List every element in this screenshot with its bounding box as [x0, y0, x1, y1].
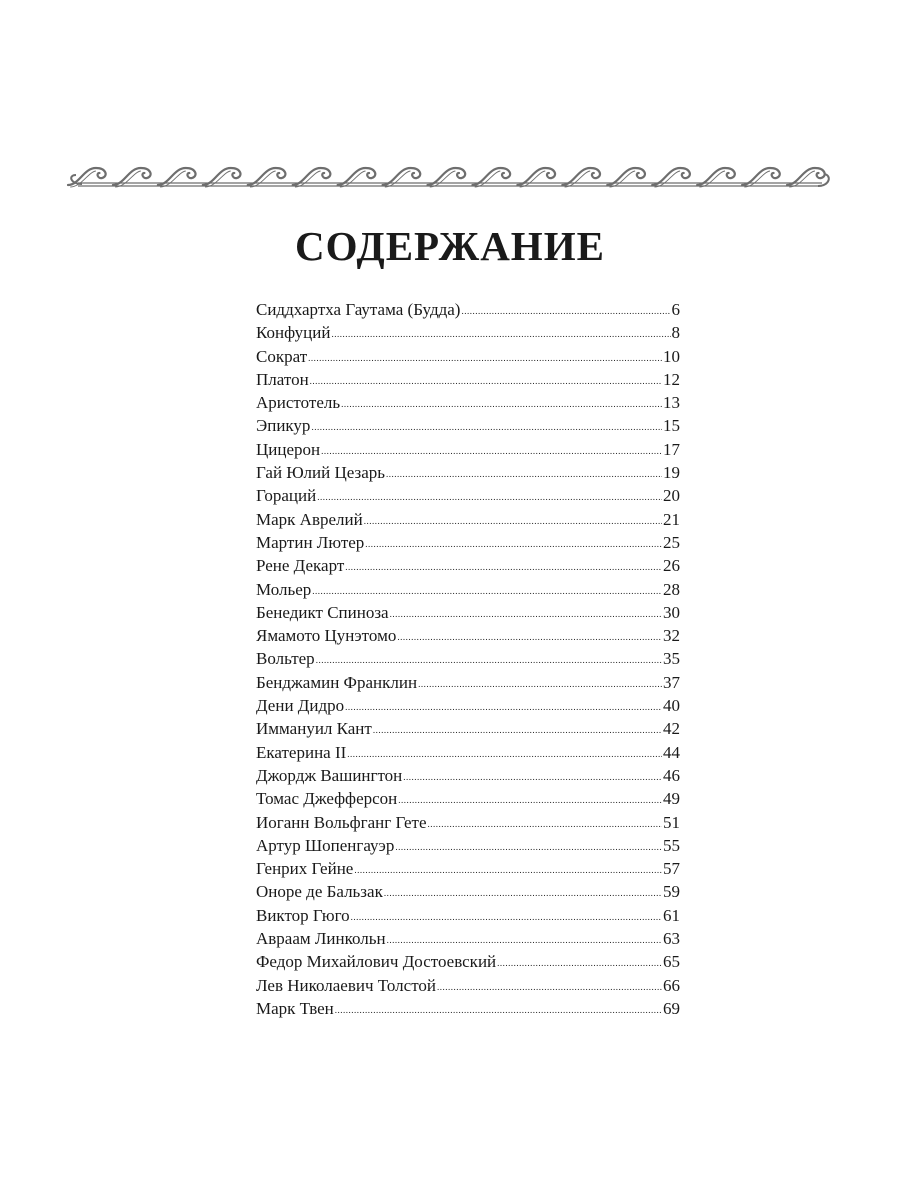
- toc-entry-page-number: 69: [663, 998, 680, 1018]
- toc-entry[interactable]: [256, 484, 680, 507]
- toc-entry-page-number: 37: [663, 672, 680, 692]
- toc-entry-page-number: 13: [663, 393, 680, 413]
- dot-leader: [365, 533, 662, 556]
- toc-entry-page-number: 12: [663, 369, 680, 389]
- toc-entry[interactable]: [256, 321, 680, 344]
- wave-scroll-inner-line: [699, 171, 725, 187]
- toc-entry-page-number: 42: [663, 719, 680, 739]
- toc-entry-title: Иммануил Кант: [256, 719, 372, 739]
- dot-leader: [386, 463, 662, 486]
- toc-entry[interactable]: [256, 904, 680, 927]
- wave-scroll-inner-line: [565, 171, 591, 187]
- toc-entry-page-number: 28: [663, 579, 680, 599]
- toc-entry[interactable]: [256, 554, 680, 577]
- toc-entry-title: Эпикур: [256, 416, 311, 436]
- wave-scroll-inner-line: [70, 171, 96, 187]
- dot-leader: [321, 440, 662, 463]
- wave-scroll-inner-line: [385, 171, 411, 187]
- toc-entry-page-number: 8: [671, 323, 680, 343]
- toc-entry[interactable]: [256, 298, 680, 321]
- wave-scroll-inner-line: [295, 171, 321, 187]
- dot-leader: [461, 300, 670, 323]
- dot-leader: [351, 906, 662, 929]
- toc-entry-title: Гораций: [256, 486, 317, 506]
- toc-entry-page-number: 25: [663, 532, 680, 552]
- toc-entry-page-number: 15: [663, 416, 680, 436]
- dot-leader: [345, 696, 662, 719]
- toc-entry[interactable]: [256, 671, 680, 694]
- wave-scroll-inner-line: [160, 171, 186, 187]
- toc-entry[interactable]: [256, 927, 680, 950]
- toc-entry[interactable]: [256, 764, 680, 787]
- dot-leader: [308, 347, 662, 370]
- toc-entry-title: Федор Михайлович Достоевский: [256, 952, 497, 972]
- toc-entry[interactable]: [256, 741, 680, 764]
- toc-entry-title: Бенджамин Франклин: [256, 672, 418, 692]
- wave-scroll-inner-line: [744, 171, 770, 187]
- toc-entry[interactable]: [256, 531, 680, 554]
- dot-leader: [345, 556, 662, 579]
- toc-entry-title: Марк Твен: [256, 998, 334, 1018]
- toc-entry[interactable]: [256, 974, 680, 997]
- wave-scroll-inner-line: [115, 171, 141, 187]
- toc-entry-title: Ямамото Цунэтомо: [256, 626, 397, 646]
- toc-entry-title: Дени Дидро: [256, 696, 345, 716]
- dot-leader: [317, 486, 662, 509]
- toc-entry-page-number: 66: [663, 975, 680, 995]
- table-of-contents: [256, 298, 680, 1020]
- toc-entry-page-number: 21: [663, 509, 680, 529]
- toc-entry-page-number: 55: [663, 835, 680, 855]
- toc-entry[interactable]: [256, 438, 680, 461]
- toc-entry[interactable]: [256, 601, 680, 624]
- toc-entry-page-number: 44: [663, 742, 680, 762]
- toc-entry-title: Цицерон: [256, 439, 321, 459]
- toc-entry-title: Иоганн Вольфганг Гете: [256, 812, 427, 832]
- wave-scroll-inner-line: [520, 171, 546, 187]
- toc-entry[interactable]: [256, 508, 680, 531]
- dot-leader: [397, 626, 662, 649]
- toc-entry-title: Сиддхартха Гаутама (Будда): [256, 300, 461, 319]
- toc-entry-title: Сократ: [256, 346, 308, 366]
- toc-entry-title: Гай Юлий Цезарь: [256, 463, 386, 483]
- dot-leader: [384, 882, 662, 905]
- dot-leader: [311, 416, 662, 439]
- toc-entry[interactable]: [256, 694, 680, 717]
- toc-entry-title: Авраам Линкольн: [256, 929, 386, 949]
- wave-scroll-inner-line: [610, 171, 636, 187]
- toc-entry-page-number: 35: [663, 649, 680, 669]
- toc-entry-title: Лев Николаевич Толстой: [256, 975, 436, 995]
- dot-leader: [335, 999, 662, 1022]
- wave-scroll-inner-line: [205, 171, 231, 187]
- wave-scroll-inner-line: [654, 171, 680, 187]
- page-title: СОДЕРЖАНИЕ: [295, 223, 605, 269]
- toc-entry-page-number: 40: [663, 696, 680, 716]
- toc-entry-page-number: 59: [663, 882, 680, 902]
- toc-entry-title: Томас Джефферсон: [256, 789, 398, 809]
- toc-entry-page-number: 46: [663, 765, 680, 785]
- toc-entry-title: Генрих Гейне: [256, 859, 354, 879]
- dot-leader: [403, 766, 662, 789]
- toc-entry-title: Оноре де Бальзак: [256, 882, 383, 902]
- toc-entry-title: Марк Аврелий: [256, 509, 363, 529]
- toc-entry-title: Конфуций: [256, 323, 331, 343]
- toc-entry[interactable]: [256, 414, 680, 437]
- dot-leader: [364, 510, 662, 533]
- toc-entry[interactable]: [256, 880, 680, 903]
- toc-entry[interactable]: [256, 368, 680, 391]
- wave-scroll-inner-line: [789, 171, 815, 187]
- toc-entry[interactable]: [256, 647, 680, 670]
- toc-entry-page-number: 57: [663, 859, 680, 879]
- toc-entry-page-number: 51: [663, 812, 680, 832]
- toc-entry-title: Мартин Лютер: [256, 532, 365, 552]
- dot-leader: [354, 859, 662, 882]
- dot-leader: [373, 719, 662, 742]
- toc-entry[interactable]: [256, 950, 680, 973]
- dot-leader: [331, 323, 670, 346]
- wave-scroll-inner-line: [475, 171, 501, 187]
- toc-entry-page-number: 26: [663, 556, 680, 576]
- toc-entry-title: Виктор Гюго: [256, 905, 350, 925]
- dot-leader: [310, 370, 662, 393]
- dot-leader: [428, 813, 663, 836]
- wave-scroll-inner-line: [250, 171, 276, 187]
- toc-entry[interactable]: [256, 787, 680, 810]
- dot-leader: [341, 393, 662, 416]
- toc-entry-title: Екатерина II: [256, 742, 347, 762]
- dot-leader: [398, 789, 662, 812]
- toc-entry-page-number: 20: [663, 486, 680, 506]
- toc-entry-page-number: 32: [663, 626, 680, 646]
- dot-leader: [316, 649, 662, 672]
- toc-entry-page-number: 6: [671, 300, 680, 319]
- toc-entry[interactable]: [256, 834, 680, 857]
- toc-entry[interactable]: [256, 578, 680, 601]
- toc-entry[interactable]: [256, 391, 680, 414]
- dot-leader: [347, 743, 662, 766]
- wave-scroll-border-icon: [62, 160, 838, 194]
- toc-entry-title: Рене Декарт: [256, 556, 345, 576]
- toc-entry-page-number: 49: [663, 789, 680, 809]
- toc-entry-page-number: 61: [663, 905, 680, 925]
- toc-entry-title: Джордж Вашингтон: [256, 765, 403, 785]
- toc-entry-title: Бенедикт Спиноза: [256, 602, 389, 622]
- dot-leader: [395, 836, 662, 859]
- toc-entry[interactable]: [256, 811, 680, 834]
- toc-entry-page-number: 30: [663, 602, 680, 622]
- toc-entry[interactable]: [256, 461, 680, 484]
- toc-entry[interactable]: [256, 857, 680, 880]
- toc-entry-title: Аристотель: [256, 393, 341, 413]
- dot-leader: [387, 929, 662, 952]
- dot-leader: [390, 603, 662, 626]
- wave-scroll-inner-line: [430, 171, 456, 187]
- toc-entry[interactable]: [256, 717, 680, 740]
- toc-entry-page-number: 17: [663, 439, 680, 459]
- toc-entry-page-number: 19: [663, 463, 680, 483]
- dot-leader: [497, 952, 662, 975]
- wave-scroll-inner-line: [340, 171, 366, 187]
- toc-entry-title: Мольер: [256, 579, 312, 599]
- toc-entry[interactable]: [256, 624, 680, 647]
- toc-entry-page-number: 65: [663, 952, 680, 972]
- toc-entry[interactable]: [256, 345, 680, 368]
- toc-entry-page-number: 63: [663, 929, 680, 949]
- toc-entry-title: Платон: [256, 369, 309, 389]
- toc-entry-page-number: 10: [663, 346, 680, 366]
- dot-leader: [312, 580, 662, 603]
- toc-entry[interactable]: [256, 997, 680, 1020]
- dot-leader: [418, 673, 662, 696]
- toc-entry-title: Артур Шопенгауэр: [256, 835, 395, 855]
- dot-leader: [437, 976, 662, 999]
- toc-entry-title: Вольтер: [256, 649, 315, 669]
